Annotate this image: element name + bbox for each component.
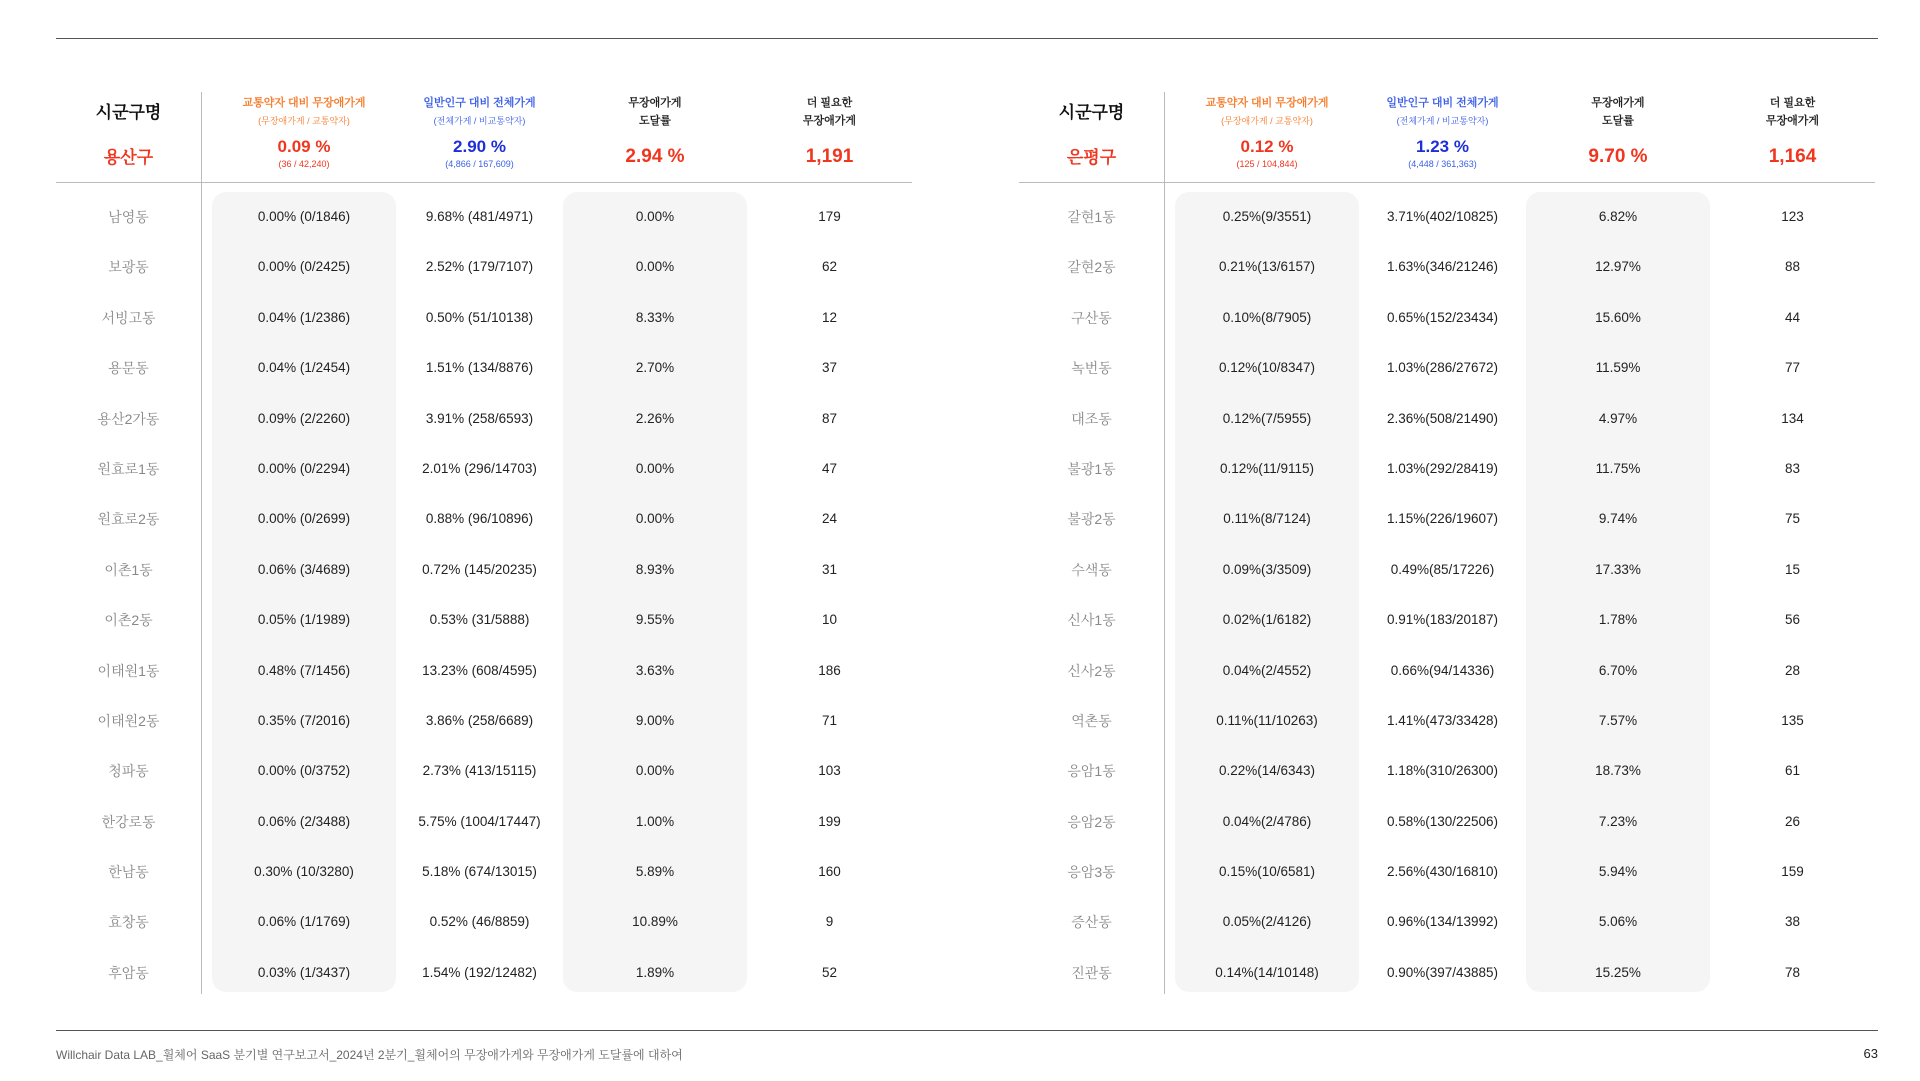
- col-d-cell: 52: [821, 964, 838, 980]
- table-row: [56, 343, 912, 393]
- col-c-title: 무장애가게 도달률: [1591, 97, 1645, 127]
- col-b-cell: 0.65%(152/23434): [1386, 309, 1499, 325]
- district-name-cell: 이촌2동: [104, 612, 153, 629]
- col-c-cell: 11.75%: [1595, 460, 1641, 476]
- panel-eunpyeong: [1019, 92, 1875, 1002]
- col-b-cell: 3.71%(402/10825): [1386, 209, 1499, 224]
- col-d-cell: 77: [1784, 360, 1801, 376]
- col-c-cell: 8.93%: [635, 561, 675, 577]
- col-d-title: 더 필요한 무장애가게: [802, 97, 857, 127]
- table-row: [56, 847, 912, 897]
- col-c-cell: 0.00%: [635, 763, 675, 779]
- col-d-cell: 71: [821, 712, 838, 728]
- col-b-cell: 1.15%(226/19607): [1386, 511, 1499, 527]
- col-a-cell: 0.21%(13/6157): [1218, 259, 1316, 275]
- col-b-cell: 13.23% (608/4595): [422, 662, 537, 678]
- col-d-cell: 103: [818, 763, 841, 779]
- col-b-subtitle: (전체가게 / 비교통약자): [1396, 116, 1489, 126]
- col-c-cell: 12.97%: [1595, 259, 1641, 275]
- table-row: [56, 494, 912, 544]
- col-d-cell: 15: [1784, 561, 1801, 577]
- col-b-cell: 1.41%(473/33428): [1386, 712, 1499, 728]
- district-name-cell: 수색동: [1071, 561, 1112, 578]
- col-d-cell: 159: [1781, 864, 1804, 880]
- col-a-title: 교통약자 대비 무장애가게: [1205, 97, 1329, 109]
- col-b-title: 일반인구 대비 전체가게: [1386, 97, 1499, 109]
- district-name-cell: 서빙고동: [101, 309, 156, 326]
- col-d-cell: 26: [1784, 813, 1801, 829]
- col-c-cell: 7.57%: [1598, 712, 1638, 728]
- table-row: [1019, 595, 1875, 645]
- table-row: [56, 293, 912, 343]
- col-a-cell: 0.11%(11/10263): [1216, 712, 1318, 728]
- table-row: [1019, 444, 1875, 494]
- col-a-cell: 0.00% (0/2699): [257, 511, 351, 527]
- col-d-cell: 56: [1784, 612, 1801, 628]
- table-row: [56, 192, 912, 242]
- col-c-cell: 15.60%: [1595, 309, 1641, 325]
- district-name-cell: 신사2동: [1067, 662, 1116, 679]
- col-a-cell: 0.05%(2/4126): [1222, 914, 1312, 930]
- col-a-cell: 0.04% (1/2454): [257, 360, 351, 376]
- col-b-summary-value: 2.90 %: [453, 137, 506, 156]
- district-name-cell: 한강로동: [101, 813, 156, 830]
- col-d-cell: 9: [825, 914, 834, 930]
- district-name-cell: 효창동: [108, 914, 149, 931]
- table-row: [56, 444, 912, 494]
- col-b-cell: 0.52% (46/8859): [429, 914, 530, 930]
- col-b-cell: 0.72% (145/20235): [422, 561, 537, 577]
- col-a-cell: 0.06% (2/3488): [257, 813, 351, 829]
- col-d-title: 더 필요한 무장애가게: [1765, 97, 1820, 127]
- col-a-cell: 0.04% (1/2386): [257, 309, 351, 325]
- district-name-cell: 불광2동: [1067, 511, 1116, 528]
- col-b-cell: 2.73% (413/15115): [422, 763, 537, 779]
- col-c-cell: 7.23%: [1598, 813, 1638, 829]
- col-a-cell: 0.00% (0/3752): [257, 763, 351, 779]
- header-divider: [1019, 182, 1875, 183]
- col-a-cell: 0.15%(10/6581): [1218, 864, 1316, 880]
- table-row: [1019, 242, 1875, 292]
- panel-yongsan: [56, 92, 912, 1002]
- table-row: [56, 897, 912, 947]
- col-a-cell: 0.04%(2/4786): [1222, 813, 1312, 829]
- district-name-cell: 대조동: [1071, 410, 1112, 427]
- col-b-cell: 1.18%(310/26300): [1386, 763, 1499, 779]
- col-d-cell: 83: [1784, 460, 1801, 476]
- bottom-rule: [56, 1030, 1878, 1031]
- district-name-cell: 후암동: [108, 964, 149, 981]
- table-row: [1019, 545, 1875, 595]
- col-c-cell: 1.78%: [1598, 612, 1638, 628]
- table-rows: [56, 192, 912, 998]
- col-c-cell: 9.00%: [635, 712, 675, 728]
- col-c-cell: 10.89%: [632, 914, 678, 930]
- col-d-cell: 160: [818, 864, 841, 880]
- col-a-summary-value: 0.09 %: [277, 137, 331, 156]
- district-name-cell: 이태원1동: [97, 662, 160, 679]
- col-d-cell: 87: [821, 410, 838, 426]
- col-c-cell: 4.97%: [1598, 410, 1638, 426]
- col-c-cell: 5.06%: [1598, 914, 1638, 930]
- col-a-subtitle: (무장애가게 / 교통약자): [1221, 116, 1313, 126]
- col-a-cell: 0.06% (3/4689): [257, 561, 351, 577]
- col-d-cell: 38: [1784, 914, 1801, 930]
- col-c-cell: 0.00%: [635, 511, 675, 527]
- col-c-cell: 5.89%: [635, 864, 675, 880]
- col-b-cell: 0.58%(130/22506): [1386, 813, 1499, 829]
- col-b-cell: 0.66%(94/14336): [1390, 662, 1495, 678]
- district-name-cell: 원효로1동: [97, 460, 160, 477]
- col-a-cell: 0.04%(2/4552): [1222, 662, 1312, 678]
- col-a-cell: 0.30% (10/3280): [254, 864, 354, 880]
- district-name-cell: 이태원2동: [97, 712, 160, 729]
- col-d-cell: 123: [1781, 209, 1804, 224]
- table-row: [1019, 494, 1875, 544]
- col-a-cell: 0.09%(3/3509): [1222, 561, 1312, 577]
- col-a-cell: 0.14%(14/10148): [1215, 964, 1319, 980]
- col-b-cell: 1.03%(286/27672): [1386, 360, 1499, 376]
- col-c-cell: 5.94%: [1598, 864, 1638, 880]
- table-row: [56, 797, 912, 847]
- table-row: [1019, 343, 1875, 393]
- col-d-cell: 24: [821, 511, 838, 527]
- col-c-summary-value: 2.94 %: [625, 146, 685, 167]
- col-d-cell: 61: [1784, 763, 1801, 779]
- col-b-summary-fraction: (4,448 / 361,363): [1408, 159, 1477, 169]
- col-c-cell: 17.33%: [1595, 561, 1641, 577]
- col-b-cell: 3.86% (258/6689): [425, 712, 534, 728]
- col-a-cell: 0.05% (1/1989): [257, 612, 351, 628]
- col-d-cell: 134: [1781, 410, 1804, 426]
- region-name: 은평구: [1066, 148, 1117, 167]
- col-d-cell: 12: [821, 309, 838, 325]
- col-a-summary-fraction: (36 / 42,240): [278, 159, 330, 169]
- table-row: [56, 646, 912, 696]
- col-d-cell: 47: [821, 460, 838, 476]
- district-name-cell: 응암1동: [1067, 763, 1116, 780]
- table-row: [1019, 646, 1875, 696]
- col-c-cell: 3.63%: [635, 662, 675, 678]
- col-b-cell: 2.56%(430/16810): [1386, 864, 1499, 880]
- district-name-cell: 갈현1동: [1067, 209, 1116, 225]
- header-divider: [56, 182, 912, 183]
- col-c-cell: 15.25%: [1595, 964, 1641, 980]
- col-c-cell: 9.74%: [1598, 511, 1638, 527]
- district-name-cell: 신사1동: [1067, 612, 1116, 629]
- col-b-summary-value: 1.23 %: [1416, 137, 1469, 156]
- col-a-cell: 0.03% (1/3437): [257, 964, 351, 980]
- col-b-summary-fraction: (4,866 / 167,609): [445, 159, 514, 169]
- col-c-cell: 0.00%: [635, 209, 675, 224]
- col-a-cell: 0.00% (0/1846): [257, 209, 351, 224]
- district-name-cell: 증산동: [1071, 914, 1112, 931]
- col-a-cell: 0.35% (7/2016): [257, 712, 351, 728]
- col-a-cell: 0.12%(7/5955): [1222, 410, 1312, 426]
- col-d-summary-value: 1,164: [1768, 146, 1817, 167]
- col-d-cell: 78: [1784, 964, 1801, 980]
- table-row: [1019, 696, 1875, 746]
- col-d-cell: 28: [1784, 662, 1801, 678]
- table-row: [1019, 897, 1875, 947]
- district-name-cell: 보광동: [108, 259, 149, 276]
- col-d-cell: 10: [821, 612, 838, 628]
- col-a-cell: 0.06% (1/1769): [257, 914, 351, 930]
- col-c-cell: 11.59%: [1595, 360, 1641, 376]
- table-row: [56, 394, 912, 444]
- col-c-cell: 2.26%: [635, 410, 675, 426]
- table-rows: [1019, 192, 1875, 998]
- col-b-cell: 2.52% (179/7107): [425, 259, 534, 275]
- col-b-cell: 0.49%(85/17226): [1390, 561, 1495, 577]
- col-a-cell: 0.00% (0/2425): [257, 259, 351, 275]
- table-row: [56, 545, 912, 595]
- col-a-cell: 0.00% (0/2294): [257, 460, 351, 476]
- name-column-header: 시군구명: [95, 103, 162, 122]
- table-row: [56, 242, 912, 292]
- col-a-cell: 0.10%(8/7905): [1222, 309, 1312, 325]
- region-name: 용산구: [103, 148, 154, 167]
- col-b-cell: 9.68% (481/4971): [425, 209, 534, 224]
- col-b-cell: 1.54% (192/12482): [422, 964, 537, 980]
- col-b-cell: 5.75% (1004/17447): [418, 813, 541, 829]
- col-c-cell: 6.70%: [1598, 662, 1638, 678]
- col-b-cell: 3.91% (258/6593): [425, 410, 534, 426]
- district-name-cell: 응암3동: [1067, 864, 1116, 881]
- col-c-cell: 9.55%: [635, 612, 675, 628]
- table-row: [1019, 797, 1875, 847]
- col-b-cell: 0.53% (31/5888): [429, 612, 530, 628]
- table-row: [1019, 746, 1875, 796]
- col-d-cell: 31: [821, 561, 838, 577]
- col-d-cell: 199: [818, 813, 841, 829]
- table-row: [1019, 293, 1875, 343]
- col-b-cell: 2.36%(508/21490): [1386, 410, 1499, 426]
- col-b-title: 일반인구 대비 전체가게: [423, 97, 536, 109]
- table-row: [1019, 192, 1875, 242]
- table-row: [56, 746, 912, 796]
- col-a-cell: 0.12%(11/9115): [1219, 460, 1315, 476]
- col-b-subtitle: (전체가게 / 비교통약자): [433, 116, 526, 126]
- district-name-cell: 녹번동: [1071, 360, 1112, 377]
- district-name-cell: 용문동: [108, 360, 149, 377]
- district-name-cell: 응암2동: [1067, 813, 1116, 830]
- col-d-cell: 75: [1784, 511, 1801, 527]
- col-c-summary-value: 9.70 %: [1588, 146, 1648, 167]
- col-c-cell: 18.73%: [1595, 763, 1641, 779]
- col-d-cell: 186: [818, 662, 841, 678]
- district-name-cell: 청파동: [108, 763, 149, 780]
- col-a-title: 교통약자 대비 무장애가게: [242, 97, 366, 109]
- col-a-cell: 0.22%(14/6343): [1218, 763, 1316, 779]
- col-d-cell: 62: [821, 259, 838, 275]
- col-d-cell: 37: [821, 360, 838, 376]
- col-c-cell: 0.00%: [635, 460, 675, 476]
- col-c-cell: 1.89%: [635, 964, 675, 980]
- col-c-title: 무장애가게 도달률: [628, 97, 682, 127]
- col-b-cell: 0.96%(134/13992): [1386, 914, 1499, 930]
- col-b-cell: 0.88% (96/10896): [425, 511, 534, 527]
- table-row: [1019, 847, 1875, 897]
- district-name-cell: 용산2가동: [97, 410, 160, 427]
- col-a-cell: 0.02%(1/6182): [1222, 612, 1312, 628]
- table-row: [56, 696, 912, 746]
- district-name-cell: 갈현2동: [1067, 259, 1116, 276]
- col-b-cell: 0.91%(183/20187): [1386, 612, 1499, 628]
- top-rule: [56, 38, 1878, 39]
- col-c-cell: 1.00%: [635, 813, 675, 829]
- col-a-cell: 0.12%(10/8347): [1218, 360, 1316, 376]
- table-row: [1019, 394, 1875, 444]
- name-column-header: 시군구명: [1058, 103, 1125, 122]
- district-name-cell: 남영동: [108, 209, 149, 225]
- col-c-cell: 6.82%: [1598, 209, 1638, 224]
- district-name-cell: 불광1동: [1067, 460, 1116, 477]
- col-a-cell: 0.09% (2/2260): [257, 410, 351, 426]
- table-row: [1019, 948, 1875, 998]
- col-d-cell: 88: [1784, 259, 1801, 275]
- district-name-cell: 이촌1동: [104, 561, 153, 578]
- page-number: 63: [1863, 1046, 1878, 1061]
- district-name-cell: 구산동: [1071, 309, 1112, 326]
- col-a-summary-value: 0.12 %: [1240, 137, 1294, 156]
- col-a-cell: 0.48% (7/1456): [257, 662, 351, 678]
- district-name-cell: 진관동: [1071, 964, 1112, 981]
- district-name-cell: 원효로2동: [97, 511, 160, 528]
- col-a-cell: 0.25%(9/3551): [1222, 209, 1312, 224]
- col-b-cell: 0.90%(397/43885): [1386, 964, 1499, 980]
- col-b-cell: 5.18% (674/13015): [422, 864, 537, 880]
- col-d-cell: 44: [1784, 309, 1801, 325]
- col-b-cell: 1.63%(346/21246): [1386, 259, 1499, 275]
- col-d-cell: 179: [818, 209, 841, 224]
- col-c-cell: 2.70%: [635, 360, 675, 376]
- col-b-cell: 0.50% (51/10138): [425, 309, 534, 325]
- col-a-cell: 0.11%(8/7124): [1223, 511, 1311, 527]
- table-row: [56, 948, 912, 998]
- col-b-cell: 2.01% (296/14703): [422, 460, 537, 476]
- col-d-summary-value: 1,191: [805, 146, 854, 167]
- footer-text: Willchair Data LAB_휠체어 SaaS 분기별 연구보고서_2024년 2분기_휠체어의 무장애가게와 무장애가게 도달률에 대하여: [56, 1048, 683, 1062]
- col-c-cell: 0.00%: [635, 259, 675, 275]
- col-c-cell: 8.33%: [635, 309, 675, 325]
- col-b-cell: 1.03%(292/28419): [1386, 460, 1499, 476]
- col-b-cell: 1.51% (134/8876): [425, 360, 534, 376]
- district-name-cell: 한남동: [108, 864, 149, 881]
- district-name-cell: 역촌동: [1071, 712, 1112, 729]
- col-a-subtitle: (무장애가게 / 교통약자): [258, 116, 350, 126]
- col-d-cell: 135: [1781, 712, 1804, 728]
- table-row: [56, 595, 912, 645]
- col-a-summary-fraction: (125 / 104,844): [1236, 159, 1298, 169]
